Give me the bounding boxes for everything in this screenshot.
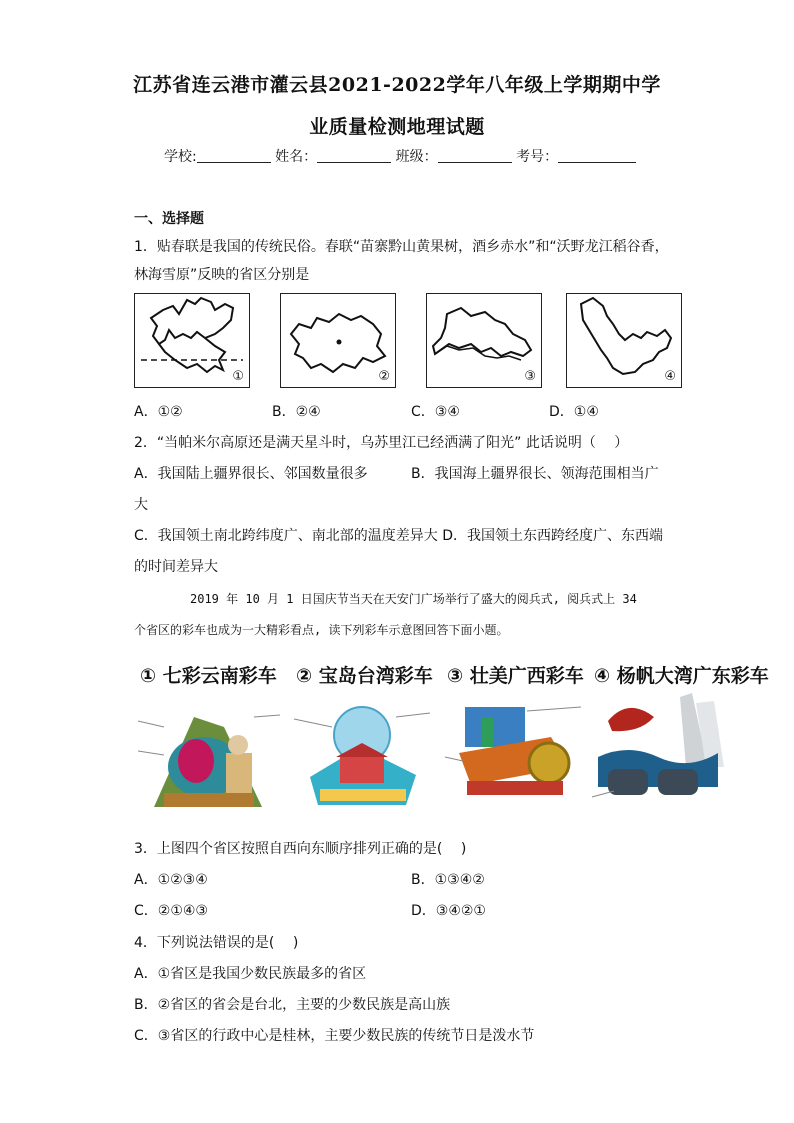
map-label-4: ④ [664, 369, 676, 384]
q3-option-c[interactable]: C．②①④③ [134, 903, 208, 919]
float-title-1: ① 七彩云南彩车 [140, 665, 277, 687]
float-taiwan [290, 657, 434, 815]
map-label-3: ③ [524, 369, 536, 384]
name-blank[interactable] [317, 148, 391, 163]
name-label: 姓名： [275, 149, 318, 165]
q4-option-b[interactable]: B．②省区的省会是台北，主要的少数民族是高山族 [134, 997, 451, 1013]
class-blank[interactable] [438, 148, 512, 163]
passage-line-2: 个省区的彩车也成为一大精彩看点, 读下列彩车示意图回答下面小题。 [134, 623, 509, 637]
number-blank[interactable] [558, 148, 636, 163]
q2-option-c-d[interactable]: C．我国领土南北跨纬度广、南北部的温度差异大 D．我国领土东西跨经度广、东西端 [134, 528, 664, 544]
passage-line-1: 2019 年 10 月 1 日国庆节当天在天安门广场举行了盛大的阅兵式, 阅兵式上 34 [190, 592, 637, 606]
class-label: 班级： [395, 149, 438, 165]
q2-stem: 2．“当帕米尔高原还是满天星斗时，乌苏里江已经洒满了阳光” 此话说明（ ） [134, 435, 629, 451]
q2-option-b[interactable]: B．我国海上疆界很长、领海范围相当广 [411, 466, 659, 482]
float-guangxi [441, 657, 584, 815]
q1-option-b[interactable]: B．②④ [272, 404, 321, 420]
q3-stem: 3．上图四个省区按照自西向东顺序排列正确的是( ) [134, 841, 467, 857]
q1-stem-line-2: 林海雪原”反映的省区分别是 [134, 267, 310, 283]
float-title-2: ② 宝岛台湾彩车 [296, 665, 433, 687]
q1-stem-line-1: 1．贴春联是我国的传统民俗。春联“苗寨黔山黄果树，酒乡赤水”和“沃野龙江稻谷香， [134, 239, 669, 255]
map-label-1: ① [232, 369, 244, 384]
title-line-1: 江苏省连云港市灌云县2021-2022学年八年级上学期期中学 [133, 74, 661, 96]
q2-option-b-continued: 大 [134, 497, 148, 513]
province-map-3 [426, 293, 542, 388]
q1-option-a[interactable]: A．①② [134, 404, 183, 420]
q3-option-b[interactable]: B．①③④② [411, 872, 485, 888]
province-map-2 [280, 293, 396, 388]
province-map-1 [134, 293, 250, 388]
school-blank[interactable] [197, 148, 271, 163]
number-label: 考号： [516, 149, 559, 165]
q1-option-d[interactable]: D．①④ [549, 404, 599, 420]
map-label-2: ② [378, 369, 390, 384]
float-title-3: ③ 壮美广西彩车 [447, 665, 584, 687]
q4-option-c[interactable]: C．③省区的行政中心是桂林，主要少数民族的传统节日是泼水节 [134, 1028, 535, 1044]
province-map-4 [566, 293, 682, 388]
float-title-4: ④ 杨帆大湾广东彩车 [594, 665, 769, 687]
student-info-line [164, 146, 636, 166]
school-label: 学校: [164, 149, 197, 165]
q3-option-a[interactable]: A．①②③④ [134, 872, 208, 888]
title-line-2: 业质量检测地理试题 [309, 116, 485, 138]
float-guangdong [588, 657, 769, 815]
q4-stem: 4．下列说法错误的是( ) [134, 935, 299, 951]
q2-option-a[interactable]: A．我国陆上疆界很长、邻国数量很多 [134, 466, 368, 482]
float-yunnan [134, 657, 283, 815]
q3-option-d[interactable]: D．③④②① [411, 903, 486, 919]
q2-option-d-continued: 的时间差异大 [134, 559, 218, 575]
q1-option-c[interactable]: C．③④ [411, 404, 460, 420]
q4-option-a[interactable]: A．①省区是我国少数民族最多的省区 [134, 966, 367, 982]
section-heading: 一、选择题 [134, 211, 204, 227]
